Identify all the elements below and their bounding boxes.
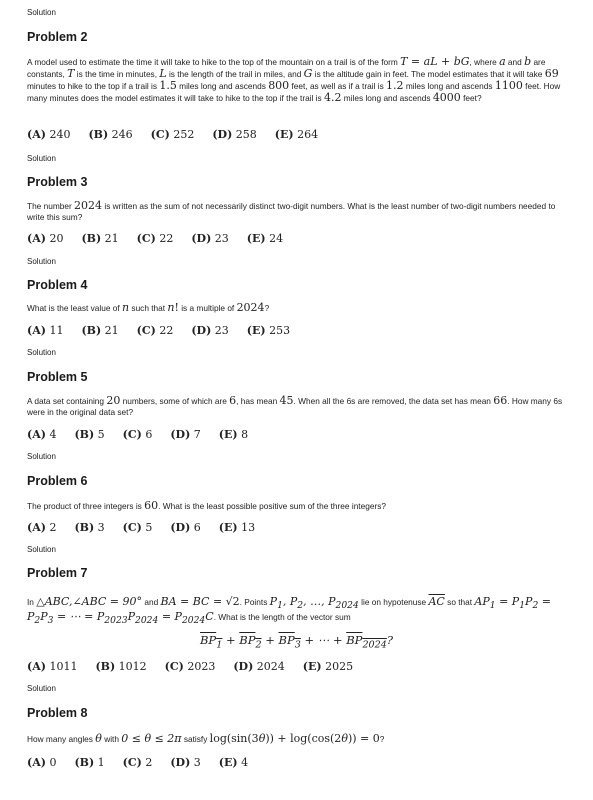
answer-choice [123,521,153,534]
answer-choice-value: 23 [211,324,229,337]
solution-link-5[interactable]: Solution [27,452,56,461]
answer-choice-letter: (B) [95,660,116,673]
answer-choice-letter: (A) [27,232,46,245]
problem-5-heading: Problem 5 [27,370,88,384]
answer-choice [219,756,248,769]
answer-choice-letter: (D) [170,756,191,769]
answer-choice [191,324,228,337]
answer-choice-letter: (B) [74,756,95,769]
problem-5-text: A data set containing 20 numbers, some of which are 6, has mean 45. When all the 6s are removed, the data set has mean 66. How many 6s were in the original data set? [27,394,563,417]
problem-2-choices [27,128,336,141]
answer-choice-letter: (A) [27,521,46,534]
solution-link-3[interactable]: Solution [27,257,56,266]
answer-choice-value: 6 [141,428,153,441]
answer-choice-value: 3 [190,756,201,769]
answer-choice-value: 20 [45,232,64,245]
problem-2-heading: Problem 2 [27,30,88,44]
answer-choice-value: 4 [45,428,57,441]
answer-choice [27,128,70,141]
answer-choice-value: 2024 [253,660,285,673]
answer-choice-letter: (E) [302,660,322,673]
answer-choice [27,324,63,337]
answer-choice-value: 2 [45,521,57,534]
solution-link-2[interactable]: Solution [27,154,56,163]
answer-choice [27,232,63,245]
answer-choice-value: 1 [94,756,105,769]
answer-choice-value: 4 [237,756,249,769]
answer-choice [233,660,284,673]
answer-choice [74,521,104,534]
answer-choice [74,756,104,769]
problem-3-text: The number 2024 is written as the sum of not necessarily distinct two-digit numbers. What is the least number of two-digit numbers needed to write this sum? [27,199,556,222]
answer-choice-value: 2025 [321,660,354,673]
answer-choice [247,324,290,337]
answer-choice [170,428,200,441]
answer-choice-letter: (C) [122,521,142,534]
answer-choice [275,128,318,141]
solution-link-1[interactable]: Solution [27,8,56,17]
problem-7-text: In △ABC,∠ABC = 90° and BA = BC = √2. Points $P_1$, $P_2$, …, $P_{2024}$ lie on hypotenuse $\overline{AC}$ so that $AP_1 = P_1P_2 = P_2P_3$ = ⋯ = $P_{2023}P_{2024} = P_{2024}C$. What is the length of the vector sum [27,595,551,627]
answer-choice-letter: (A) [27,756,46,769]
answer-choice [88,128,132,141]
answer-choice [137,324,174,337]
answer-choice-value: 24 [265,232,284,245]
answer-choice-letter: (A) [27,428,46,441]
answer-choice [95,660,146,673]
answer-choice [123,428,153,441]
answer-choice-letter: (B) [81,232,102,245]
answer-choice-letter: (C) [136,232,156,245]
answer-choice-letter: (A) [27,128,46,141]
answer-choice-value: 5 [94,428,105,441]
answer-choice-value: 5 [141,521,153,534]
answer-choice [27,660,77,673]
problem-8-choices [27,756,266,769]
answer-choice-value: 258 [232,128,257,141]
answer-choice-value: 252 [169,128,195,141]
answer-choice-value: 8 [237,428,249,441]
solution-link-4[interactable]: Solution [27,348,56,357]
answer-choice [81,232,118,245]
answer-choice [151,128,195,141]
answer-choice-letter: (B) [88,128,109,141]
problem-4-heading: Problem 4 [27,278,88,292]
answer-choice-letter: (C) [122,756,142,769]
answer-choice-letter: (D) [191,232,212,245]
answer-choice-letter: (C) [150,128,170,141]
problem-5-choices [27,428,266,441]
answer-choice-value: 23 [211,232,229,245]
answer-choice [27,756,56,769]
answer-choice-letter: (D) [233,660,254,673]
answer-choice-value: 22 [155,232,174,245]
answer-choice [247,232,283,245]
answer-choice [27,428,56,441]
answer-choice-letter: (A) [27,324,46,337]
answer-choice-letter: (E) [274,128,294,141]
answer-choice [170,521,200,534]
answer-choice-letter: (B) [81,324,102,337]
answer-choice [74,428,104,441]
answer-choice-letter: (C) [164,660,184,673]
answer-choice-letter: (D) [170,428,191,441]
answer-choice-letter: (D) [170,521,191,534]
problem-7-vector-sum: $BP_1 + BP_2 + BP_3$ + ⋯ + $BP_{2024}$? [199,633,393,651]
answer-choice-value: 1012 [115,660,147,673]
answer-choice-letter: (C) [136,324,156,337]
problem-3-heading: Problem 3 [27,175,88,189]
problem-6-heading: Problem 6 [27,474,88,488]
answer-choice-letter: (D) [212,128,233,141]
problem-4-text: What is the least value of n such that n! is a multiple of 2024? [27,301,270,314]
answer-choice [165,660,216,673]
answer-choice [219,521,255,534]
answer-choice [303,660,353,673]
answer-choice-value: 253 [265,324,291,337]
solution-link-7[interactable]: Solution [27,684,56,693]
answer-choice [219,428,248,441]
answer-choice-letter: (E) [218,756,238,769]
answer-choice-value: 246 [108,128,133,141]
answer-choice-value: 2023 [183,660,216,673]
answer-choice [212,128,256,141]
answer-choice-letter: (C) [122,428,142,441]
answer-choice-value: 21 [101,324,119,337]
answer-choice-value: 21 [101,232,119,245]
answer-choice [170,756,200,769]
answer-choice [137,232,174,245]
answer-choice-letter: (E) [246,232,266,245]
answer-choice-letter: (B) [74,521,95,534]
answer-choice-value: 22 [155,324,174,337]
answer-choice [123,756,153,769]
problem-8-heading: Problem 8 [27,706,88,720]
answer-choice-value: 6 [190,521,201,534]
answer-choice-value: 11 [45,324,64,337]
answer-choice-value: 13 [237,521,256,534]
answer-choice-value: 1011 [45,660,78,673]
answer-choice-value: 240 [45,128,71,141]
answer-choice-value: 3 [94,521,105,534]
solution-link-6[interactable]: Solution [27,545,56,554]
problem-4-choices [27,324,308,337]
problem-3-choices [27,232,301,245]
answer-choice-letter: (A) [27,660,46,673]
answer-choice [27,521,56,534]
answer-choice [191,232,228,245]
answer-choice-letter: (E) [246,324,266,337]
answer-choice-value: 0 [45,756,57,769]
problem-6-choices [27,521,273,534]
problem-7-choices [27,660,371,673]
problem-8-text: How many angles θ with 0 ≤ θ ≤ 2π satisfy log(sin(3θ)) + log(cos(2θ)) = 0? [27,732,385,745]
problem-2-text: A model used to estimate the time it will take to hike to the top of the mountain on a trail is of the form T = aL + bG, where a and b are constants, T is the time in minutes, L is the length of the trail in miles, and G is the altitude gain in feet. The model estimates that it will take 69 minutes to hike to the top if a trail is 1.5 miles long and ascends 800 feet, as well as if a trail is 1.2 miles long and ascends 1100 feet. How many minutes does the model estimates it will take to hike to the top if the trail is 4.2 miles long and ascends 4000 feet? [27,55,561,104]
problem-7-heading: Problem 7 [27,566,88,580]
answer-choice-value: 264 [293,128,319,141]
answer-choice-letter: (E) [218,521,238,534]
answer-choice-letter: (E) [218,428,238,441]
answer-choice [81,324,118,337]
answer-choice-letter: (B) [74,428,95,441]
answer-choice-letter: (D) [191,324,212,337]
answer-choice-value: 2 [141,756,153,769]
problem-6-text: The product of three integers is 60. What is the least possible positive sum of the three integers? [27,499,386,512]
answer-choice-value: 7 [190,428,201,441]
